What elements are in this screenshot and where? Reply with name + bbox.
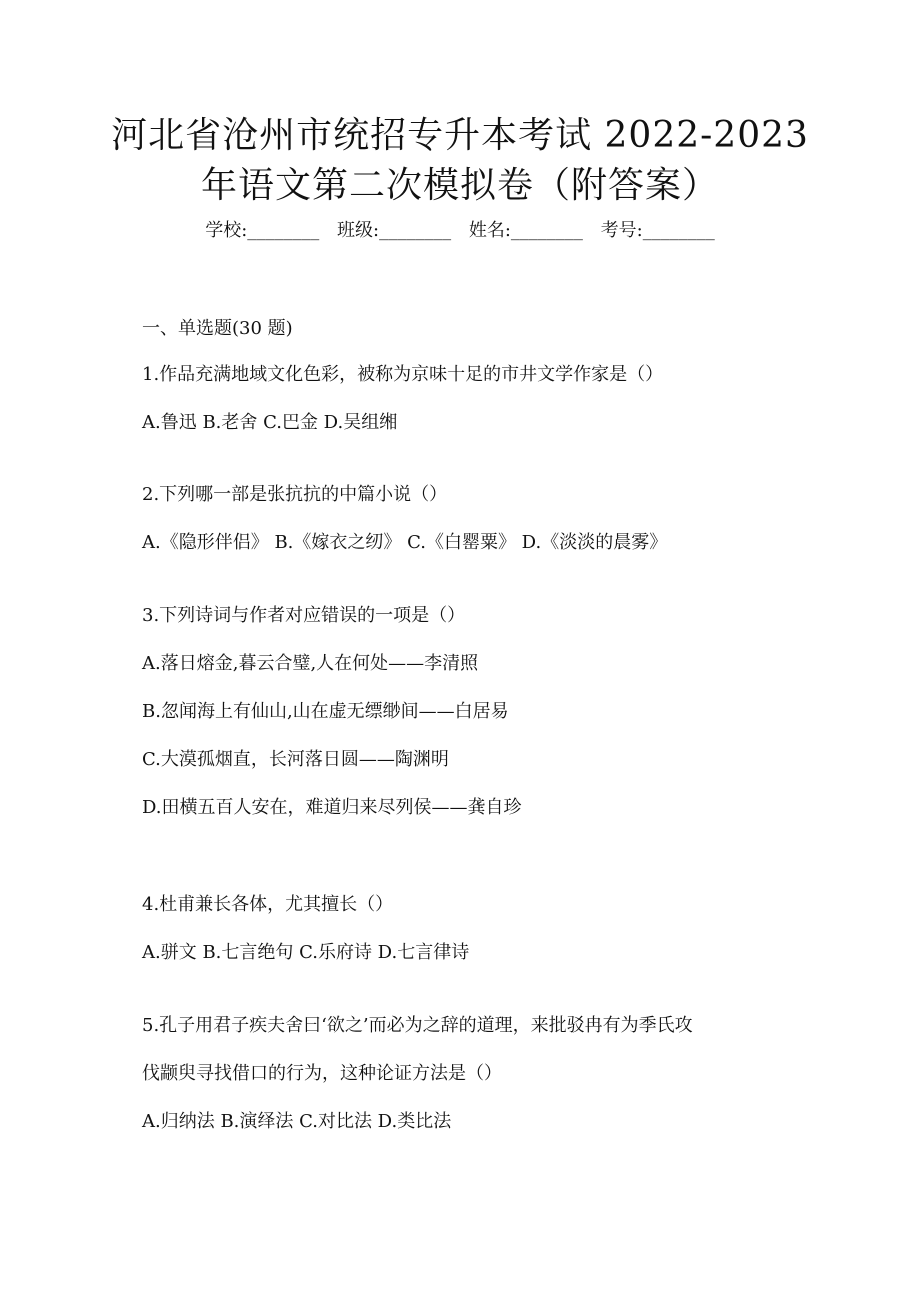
question-4-options: A.骈文 B.七言绝句 C.乐府诗 D.七言律诗 (142, 942, 470, 963)
name-field: 姓名:________ (468, 220, 583, 241)
class-field: 班级:________ (337, 220, 452, 241)
question-3-option-c: C.大漠孤烟直，长河落日圆——陶渊明 (142, 749, 449, 770)
question-3-option-d: D.田横五百人安在，难道归来尽列侯——龚自珍 (142, 797, 522, 818)
question-5-options: A.归纳法 B.演绎法 C.对比法 D.类比法 (142, 1111, 452, 1132)
question-2-options: A.《隐形伴侣》 B.《嫁衣之纫》 C.《白罂粟》 D.《淡淡的晨雾》 (142, 532, 668, 553)
exam-title-line-1: 河北省沧州市统招专升本考试 2022-2023 (111, 115, 809, 156)
section-heading: 一、单选题(30 题) (142, 318, 293, 339)
question-5-stem-line-1: 5.孔子用君子疾夫舍曰‘欲之’而必为之辞的道理，来批驳冉有为季氏攻 (142, 1015, 693, 1036)
question-2-stem: 2.下列哪一部是张抗抗的中篇小说（） (142, 484, 448, 505)
exam-number-field: 考号:________ (600, 220, 715, 241)
question-4-stem: 4.杜甫兼长各体，尤其擅长（） (142, 894, 394, 915)
exam-title-line-2: 年语文第二次模拟卷（附答案） (200, 165, 719, 206)
question-3-stem: 3.下列诗词与作者对应错误的一项是（） (142, 605, 466, 626)
question-3-option-b: B.忽闻海上有仙山,山在虚无缥缈间——白居易 (142, 701, 509, 722)
question-1-options: A.鲁迅 B.老舍 C.巴金 D.吴组缃 (142, 412, 398, 433)
student-info-fields (0, 218, 920, 244)
question-3-option-a: A.落日熔金,暮云合璧,人在何处——李清照 (142, 653, 479, 674)
question-1-stem: 1.作品充满地域文化色彩，被称为京味十足的市井文学作家是（） (142, 364, 664, 385)
question-5-stem-line-2: 伐颛臾寻找借口的行为，这种论证方法是（） (142, 1063, 502, 1084)
school-field: 学校:________ (205, 220, 320, 241)
